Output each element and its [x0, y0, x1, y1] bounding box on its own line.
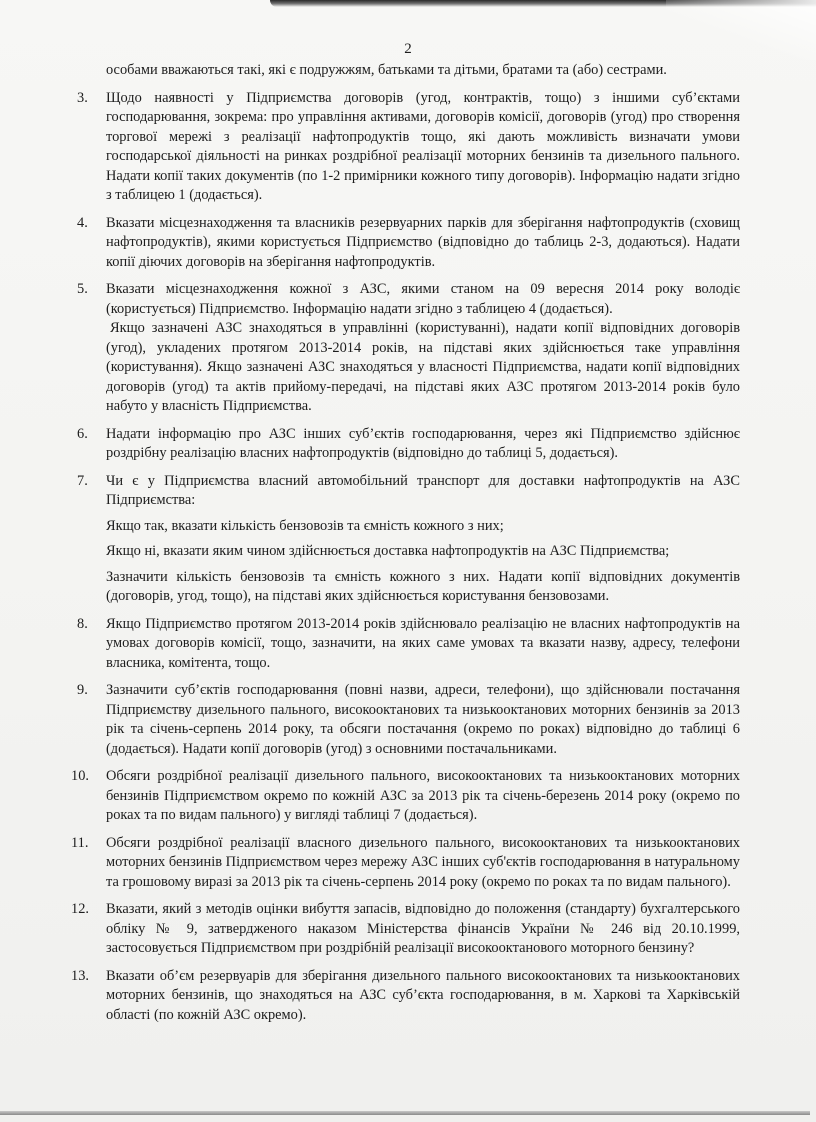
item-number: 4. [77, 214, 88, 231]
item-number: 7. [77, 472, 88, 489]
list-item-8 [75, 615, 740, 674]
item-number: 5. [77, 281, 88, 297]
item-paragraph: Обсяги роздрібної реалізації дизельного пального, високооктанових та низькооктанових моторних бензинів Підприємством окремо по кожній АЗС за 2013 рік та січень-березень 2014 року (окремо по роках та по видам пального) у вигляді таблиці 7 (додається). [106, 768, 740, 823]
item-number: 11. [71, 834, 89, 851]
item-paragraph: Вказати об’єм резервуарів для зберігання дизельного пального високооктанових та низькооктанових моторних бензинів, що знаходяться на АЗС суб’єкта господарювання, в м. Харкові та Харківській області (по кожній АЗС окремо). [106, 967, 740, 1023]
item-number: 8. [77, 615, 88, 632]
list-item-3 [75, 89, 740, 206]
item-number: 13. [71, 967, 89, 984]
list-item-12 [71, 900, 740, 959]
list-item-5 [75, 280, 740, 417]
scanner-edge-bottom [0, 1111, 810, 1115]
item-paragraph: Вказати місцезнаходження та власників резервуарних парків для зберігання нафтопродуктів (сховищ нафтопродуктів), якими користується Підприємство (відповідно до таблиць 2-3, додаються). Надати копії діючих договорів на зберігання нафтопродуктів. [106, 214, 740, 270]
item-number: 6. [77, 425, 88, 442]
item-paragraph: Чи є у Підприємства власний автомобільний транспорт для доставки нафтопродуктів на АЗС Підприємства: [106, 472, 740, 508]
item-paragraph: Зазначити кількість бензовозів та ємність кожного з них. Надати копії відповідних документів (договорів, угод, тощо), на підставі яких здійснюється користування бензовозами. [106, 568, 740, 604]
list-item-6 [75, 425, 740, 464]
item-number: 3. [77, 89, 88, 106]
list-item-4 [75, 214, 740, 273]
item-paragraph: Зазначити суб’єктів господарювання (повні назви, адреси, телефони), що здійснювали постачання Підприємству дизельного пального, високооктанових та низькооктанових моторних бензинів за 2013 рік та січень-серпень 2014 року, та обсяги постачання (окремо по роках) відповідно до таблиці 6 (додається). Надати копії договорів (угод) з основними постачальниками. [106, 682, 740, 757]
item-number: 10. [71, 768, 89, 784]
continued-paragraph: особами вважаються такі, які є подружжям, батьками та дітьми, братами та (або) сестрами. [106, 62, 667, 78]
item-paragraph: Надати інформацію про АЗС інших суб’єктів господарювання, через які Підприємство здійснює роздрібну реалізацію власних нафтопродуктів (відповідно до таблиці 5, додається). [106, 425, 740, 461]
list-item-10 [71, 767, 740, 826]
item-paragraph: Обсяги роздрібної реалізації власного дизельного пального, високооктанових та низькооктанових моторних бензинів Підприємством через мережу АЗС інших суб'єктів господарювання в натуральному та грошовому виразі за 2013 рік та січень-серпень 2014 року (окремо по роках та по видам пального). [106, 834, 740, 890]
item-paragraph: Якщо зазначені АЗС знаходяться в управлінні (користуванні), надати копії відповідних договорів (угод), укладених протягом 2013-2014 років, на підставі яких здійснюється таке управління (користування). Якщо зазначені АЗС знаходяться у власності Підприємства, надати копії відповідних договорів (угод) та актів прийому-передачі, на підставі яких АЗС протягом 2013-2014 років було набуто у власність Підприємства. [106, 320, 740, 414]
list-item-11 [71, 834, 740, 893]
list-item-9 [75, 681, 740, 759]
item-paragraph: Вказати, який з методів оцінки вибуття запасів, відповідно до положення (стандарту) бухгалтерського обліку № 9, затвердженого наказом Міністерства фінансів України № 246 від 20.10.1999, застосовується Підприємством при роздрібній реалізації високооктанового моторного бензину? [106, 901, 740, 956]
list-item-7 [75, 472, 740, 607]
document-body [71, 61, 740, 1033]
item-paragraph: Якщо Підприємство протягом 2013-2014 років здійснювало реалізацію не власних нафтопродуктів на умовах договорів комісії, тощо, зазначити, на яких саме умовах та вказати назву, адресу, телефони власника, комітента, тощо. [106, 615, 740, 671]
item-paragraph: Якщо ні, вказати яким чином здійснюється доставка нафтопродуктів на АЗС Підприємства; [106, 543, 670, 559]
item-paragraph: Якщо так, вказати кількість бензовозів та ємність кожного з них; [106, 517, 504, 534]
page-number: 2 [404, 41, 412, 57]
item-number: 12. [71, 901, 89, 917]
item-number: 9. [77, 682, 88, 698]
item-paragraph: Щодо наявності у Підприємства договорів (угод, контрактів, тощо) з іншими суб’єктами господарювання, зокрема: про управління активами, договорів комісії, договорів (угод) про створення торгової мережі з реалізації нафтопродуктів тощо, які дають можливість визначати умови господарської діяльності на ринках роздрібної реалізації моторних бензинів та дизельного пального. Надати копії таких документів (по 1-2 примірники кожного типу договорів). Інформацію надати згідно з таблицею 1 (додається). [106, 89, 740, 203]
list-item-13 [71, 967, 740, 1026]
item-paragraph: Вказати місцезнаходження кожної з АЗС, якими станом на 09 вересня 2014 року володіє (користується) Підприємство. Інформацію надати згідно з таблицею 4 (додається). [106, 281, 740, 317]
